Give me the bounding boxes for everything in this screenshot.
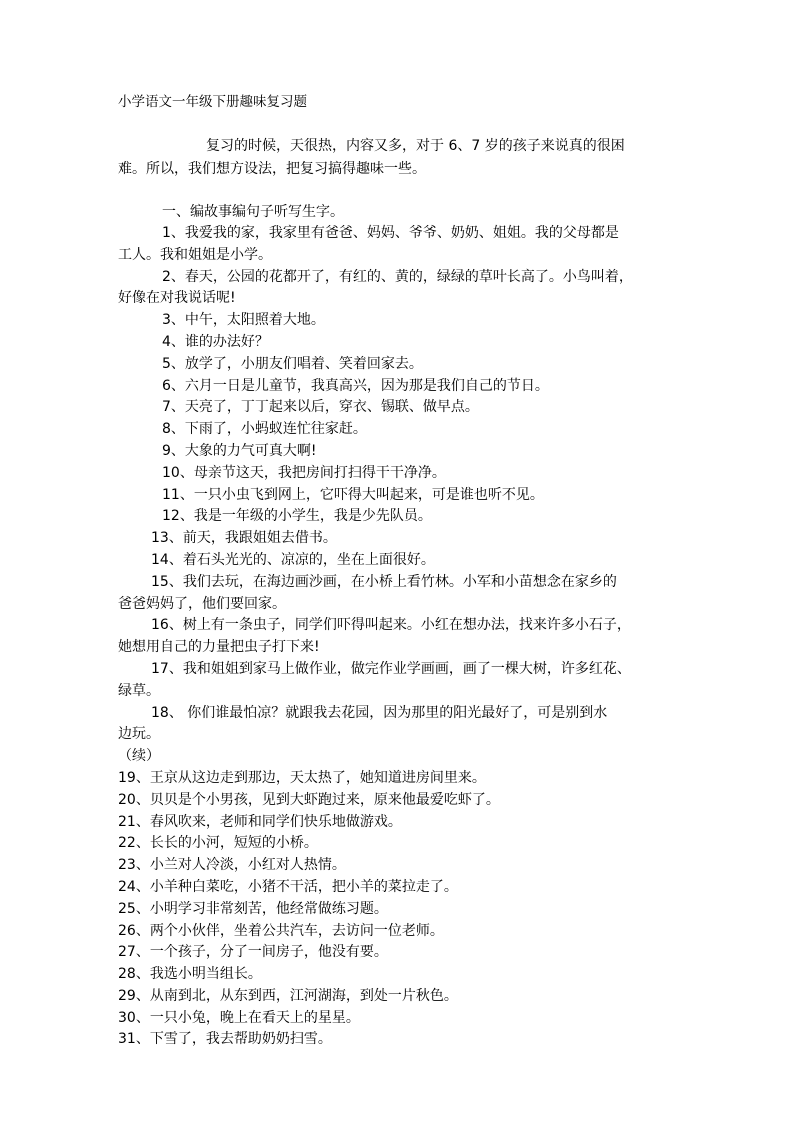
list-item — [118, 572, 678, 616]
story-sentence-list-continued — [118, 768, 678, 1051]
list-item-continuation: 好像在对我说话呢! — [118, 290, 236, 307]
list-item — [118, 310, 678, 332]
list-item-text: 12、我是一年级的小学生，我是少先队员。 — [162, 508, 432, 525]
list-item: 27、一个孩子，分了一间房子，他没有要。 — [118, 944, 388, 961]
list-item-text: 4、谁的办法好？ — [162, 333, 269, 350]
list-item: 29、从南到北，从东到西，江河湖海，到处一片秋色。 — [118, 987, 458, 1004]
list-item-text: 16、树上有一条虫子，同学们吓得叫起来。小红在想办法，找来许多小石子， — [151, 617, 631, 634]
list-item-continuation: 她想用自己的力量把虫子打下来! — [118, 639, 320, 656]
list-item: 26、两个小伙伴，坐着公共汽车，去访问一位老师。 — [118, 922, 444, 939]
list-item: 25、小明学习非常刻苦，他经常做练习题。 — [118, 900, 388, 917]
list-item-text: 8、下雨了，小蚂蚁连忙往家赶。 — [162, 421, 367, 438]
list-item-continuation: 爸爸妈妈了，他们要回家。 — [118, 595, 286, 612]
section-heading: 一、编故事编句子听写生字。 — [162, 204, 344, 220]
list-item-continuation: 边玩。 — [118, 726, 160, 743]
intro-line-2: 难。所以，我们想方设法，把复习搞得趣味一些。 — [118, 160, 426, 177]
list-item-text: 6、六月一日是儿童节，我真高兴，因为那是我们自己的节日。 — [162, 377, 549, 394]
list-item: 24、小羊种白菜吃，小猪不干活，把小羊的菜拉走了。 — [118, 878, 458, 895]
list-item-text: 13、前天，我跟姐姐去借书。 — [151, 530, 337, 547]
list-item-text: 9、大象的力气可真大啊! — [162, 442, 317, 459]
list-item-text: 1、我爱我的家，我家里有爸爸、妈妈、爷爷、奶奶、姐姐。我的父母都是 — [162, 225, 619, 241]
list-item — [118, 267, 678, 311]
intro-line-1: 复习的时候，天很热，内容又多，对于 6、7 岁的孩子来说真的很困 — [206, 138, 625, 154]
list-item — [118, 354, 678, 376]
list-item — [118, 703, 678, 747]
list-item-text: 7、天亮了，丁丁起来以后，穿衣、锡联、做早点。 — [162, 399, 479, 416]
list-item-text: 3、中午，太阳照着大地。 — [162, 312, 325, 329]
list-item: 19、王京从这边走到那边，天太热了，她知道进房间里来。 — [118, 769, 486, 786]
list-item: 21、春风吹来，老师和同学们快乐地做游戏。 — [118, 813, 402, 830]
list-item: 22、长长的小河，短短的小桥。 — [118, 835, 318, 852]
list-item — [118, 463, 678, 485]
document-page — [118, 92, 678, 1051]
list-item — [118, 397, 678, 419]
list-item-text: 5、放学了，小朋友们唱着、笑着回家去。 — [162, 355, 423, 372]
continued-label: （续） — [118, 748, 160, 765]
list-item-text: 2、春天，公园的花都开了，有红的、黄的，绿绿的草叶长高了。小鸟叫着， — [162, 268, 633, 285]
list-item — [118, 615, 678, 659]
list-item-text: 15、我们去玩，在海边画沙画，在小桥上看竹林。小军和小苗想念在家乡的 — [151, 573, 617, 590]
list-item: 31、下雪了，我去帮助奶奶扫雪。 — [118, 1031, 332, 1048]
list-item-continuation: 工人。我和姐姐是小学。 — [118, 246, 272, 263]
document-title: 小学语文一年级下册趣味复习题 — [118, 94, 307, 110]
list-item — [118, 528, 678, 550]
list-item-text: 10、母亲节这天，我把房间打扫得干干净净。 — [162, 464, 446, 481]
list-item — [118, 419, 678, 441]
list-item: 28、我选小明当组长。 — [118, 966, 262, 983]
list-item-text: 14、着石头光光的、凉凉的，坐在上面很好。 — [151, 551, 435, 568]
list-item-text: 17、我和姐姐到家马上做作业，做完作业学画画，画了一棵大树，许多红花、 — [151, 660, 631, 677]
list-item — [118, 485, 678, 507]
list-item-text: 11、一只小虫飞到网上，它吓得大叫起来，可是谁也听不见。 — [162, 486, 544, 503]
list-item-continuation: 绿草。 — [118, 682, 160, 699]
list-item — [118, 223, 678, 267]
intro-paragraph — [118, 135, 678, 180]
list-item — [118, 659, 678, 703]
list-item — [118, 332, 678, 354]
list-item: 30、一只小兔，晚上在看天上的星星。 — [118, 1009, 360, 1026]
list-item: 20、贝贝是个小男孩，见到大虾跑过来，原来他最爱吃虾了。 — [118, 791, 500, 808]
list-item — [118, 376, 678, 398]
list-item-text: 18、 你们谁最怕凉？就跟我去花园，因为那里的阳光最好了，可是别到水 — [151, 704, 608, 721]
story-sentence-list — [118, 223, 678, 746]
list-item — [118, 506, 678, 528]
list-item — [118, 441, 678, 463]
list-item: 23、小兰对人冷淡，小红对人热情。 — [118, 857, 346, 874]
list-item — [118, 550, 678, 572]
